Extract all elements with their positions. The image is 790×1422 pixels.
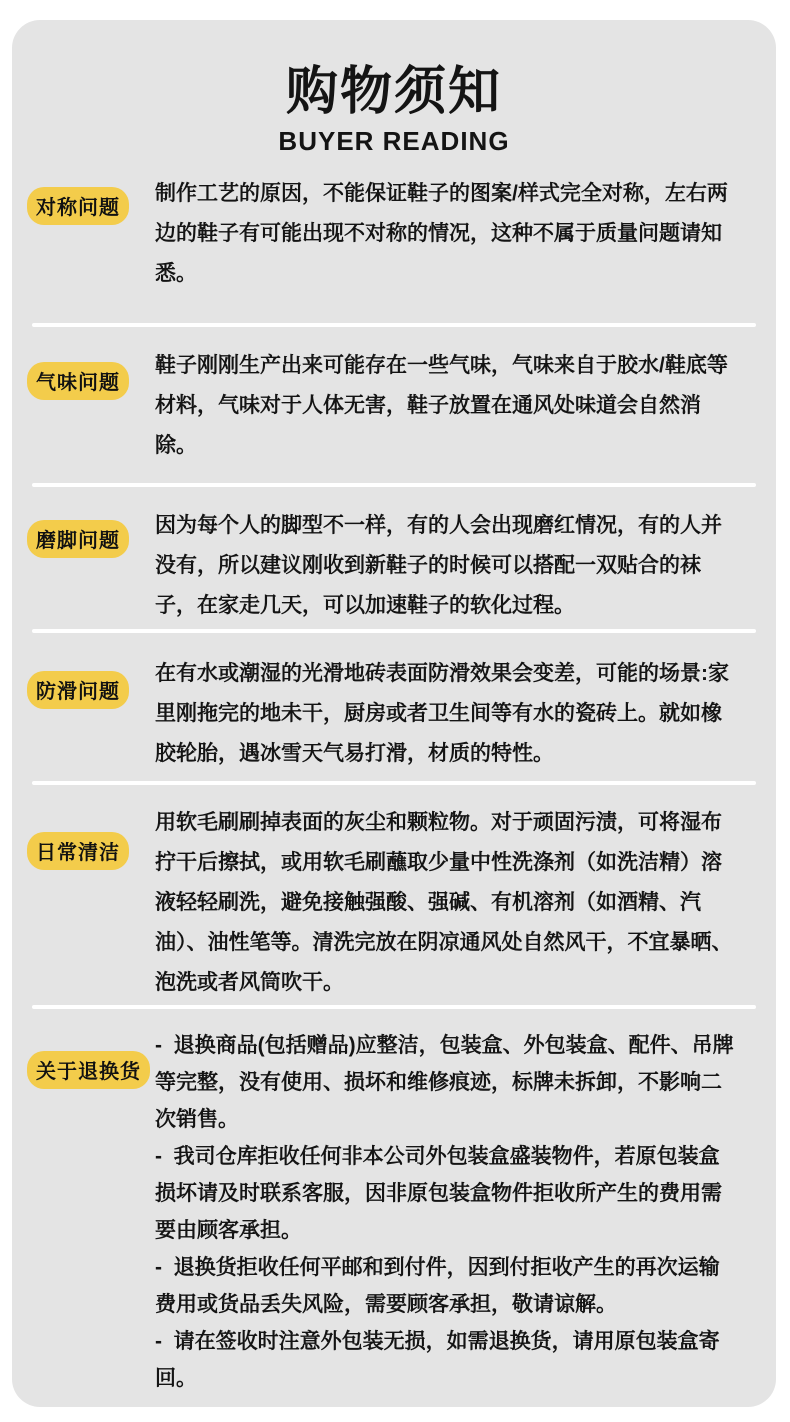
section-text — [155, 1027, 738, 1397]
notice-section — [12, 156, 776, 323]
section-label-badge: 防滑问题 — [27, 671, 129, 709]
notice-header — [12, 64, 776, 156]
section-label-badge: 日常清洁 — [27, 832, 129, 870]
notice-section — [12, 323, 776, 483]
sections-list — [12, 156, 776, 1405]
section-paragraph: 鞋子刚刚生产出来可能存在一些气味，气味来自于胶水/鞋底等材料，气味对于人体无害，鞋子放置在通风处味道会自然消除。 — [155, 354, 728, 457]
section-text — [155, 174, 738, 294]
section-label-column — [27, 506, 155, 626]
section-paragraph: 因为每个人的脚型不一样，有的人会出现磨红情况，有的人并没有，所以建议刚收到新鞋子的时候可以搭配一双贴合的袜子，在家走几天，可以加速鞋子的软化过程。 — [155, 514, 722, 617]
section-text — [155, 803, 738, 1003]
section-paragraph: - 退换货拒收任何平邮和到付件，因到付拒收产生的再次运输费用或货品丢失风险，需要顾客承担，敬请谅解。 — [155, 1256, 720, 1316]
notice-section — [12, 781, 776, 1005]
notice-section — [12, 629, 776, 781]
section-label-badge: 对称问题 — [27, 187, 129, 225]
notice-card — [12, 20, 776, 1407]
notice-section — [12, 1005, 776, 1405]
section-label-badge: 气味问题 — [27, 362, 129, 400]
section-label-badge: 关于退换货 — [27, 1051, 150, 1089]
section-text — [155, 346, 738, 466]
section-paragraph: 在有水或潮湿的光滑地砖表面防滑效果会变差，可能的场景:家里刚拖完的地未干，厨房或者卫生间等有水的瓷砖上。就如橡胶轮胎，遇冰雪天气易打滑，材质的特性。 — [155, 662, 729, 765]
section-paragraph: 用软毛刷刷掉表面的灰尘和颗粒物。对于顽固污渍，可将湿布拧干后擦拭，或用软毛刷蘸取少量中性洗涤剂（如洗洁精）溶液轻轻刷洗，避免接触强酸、强碱、有机溶剂（如酒精、汽油）、油性笔等。清洗完放在阴凉通风处自然风干，不宜暴晒、泡洗或者风筒吹干。 — [155, 811, 733, 994]
section-label-column — [27, 346, 155, 466]
page-subtitle: BUYER READING — [278, 126, 510, 156]
section-paragraph: 制作工艺的原因，不能保证鞋子的图案/样式完全对称，左右两边的鞋子有可能出现不对称的情况，这种不属于质量问题请知悉。 — [155, 182, 728, 285]
section-label-column — [27, 174, 155, 294]
section-label-column — [27, 1027, 155, 1397]
section-paragraph: - 请在签收时注意外包装无损，如需退换货，请用原包装盒寄回。 — [155, 1330, 720, 1390]
section-paragraph: - 退换商品(包括赠品)应整洁，包装盒、外包装盒、配件、吊牌等完整，没有使用、损坏和维修痕迹，标牌未拆卸，不影响二次销售。 — [155, 1034, 734, 1131]
section-text — [155, 654, 738, 774]
page-title: 购物须知 — [285, 63, 502, 121]
section-label-badge: 磨脚问题 — [27, 520, 129, 558]
section-text — [155, 506, 738, 626]
section-label-column — [27, 803, 155, 1003]
section-paragraph: - 我司仓库拒收任何非本公司外包装盒盛装物件，若原包装盒损坏请及时联系客服，因非原包装盒物件拒收所产生的费用需要由顾客承担。 — [155, 1145, 722, 1242]
notice-section — [12, 483, 776, 629]
section-label-column — [27, 654, 155, 774]
